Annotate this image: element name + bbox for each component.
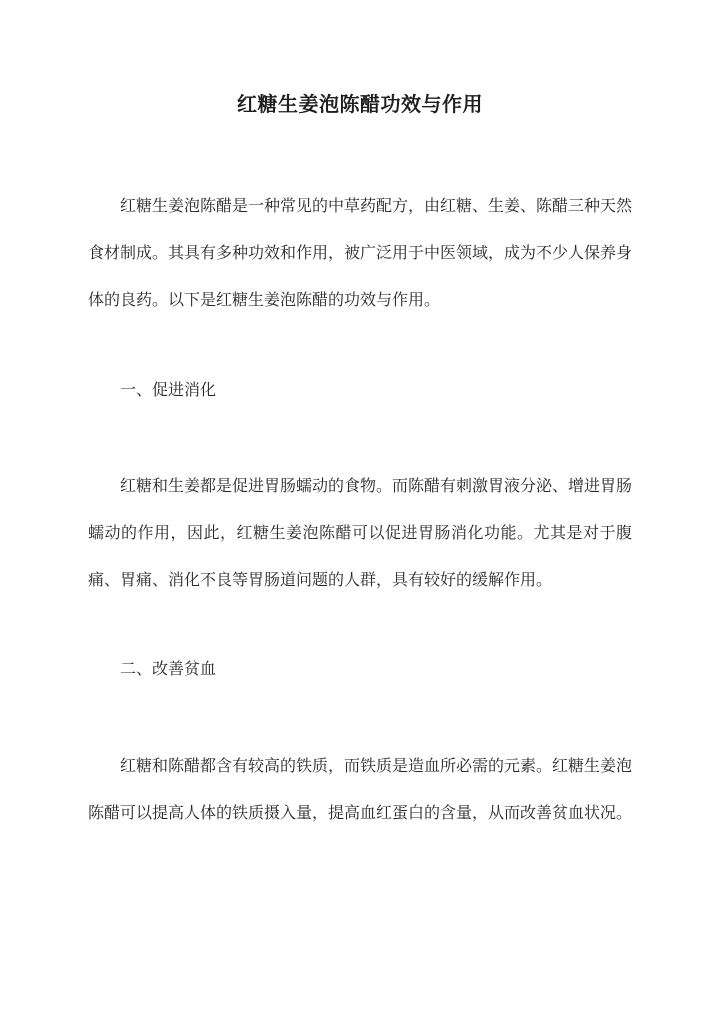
section-body-anemia: 红糖和陈醋都含有较高的铁质，而铁质是造血所必需的元素。红糖生姜泡陈醋可以提高人体的铁质摄入量，提高血红蛋白的含量，从而改善贫血状况。: [88, 756, 633, 822]
intro-paragraph: 红糖生姜泡陈醋是一种常见的中草药配方，由红糖、生姜、陈醋三种天然食材制成。其具有多种功效和作用，被广泛用于中医领域，成为不少人保养身体的良药。以下是红糖生姜泡陈醋的功效与作用。: [88, 196, 633, 309]
section-heading-anemia: 二、改善贫血: [120, 659, 217, 678]
section-heading-digestion: 一、促进消化: [120, 380, 217, 399]
section-body-digestion: 红糖和生姜都是促进胃肠蠕动的食物。而陈醋有刺激胃液分泌、增进胃肠蠕动的作用，因此，红糖生姜泡陈醋可以促进胃肠消化功能。尤其是对于腹痛、胃痛、消化不良等胃肠道问题的人群，具有较好的缓解作用。: [88, 476, 633, 589]
document-title: 红糖生姜泡陈醋功效与作用: [237, 92, 483, 116]
